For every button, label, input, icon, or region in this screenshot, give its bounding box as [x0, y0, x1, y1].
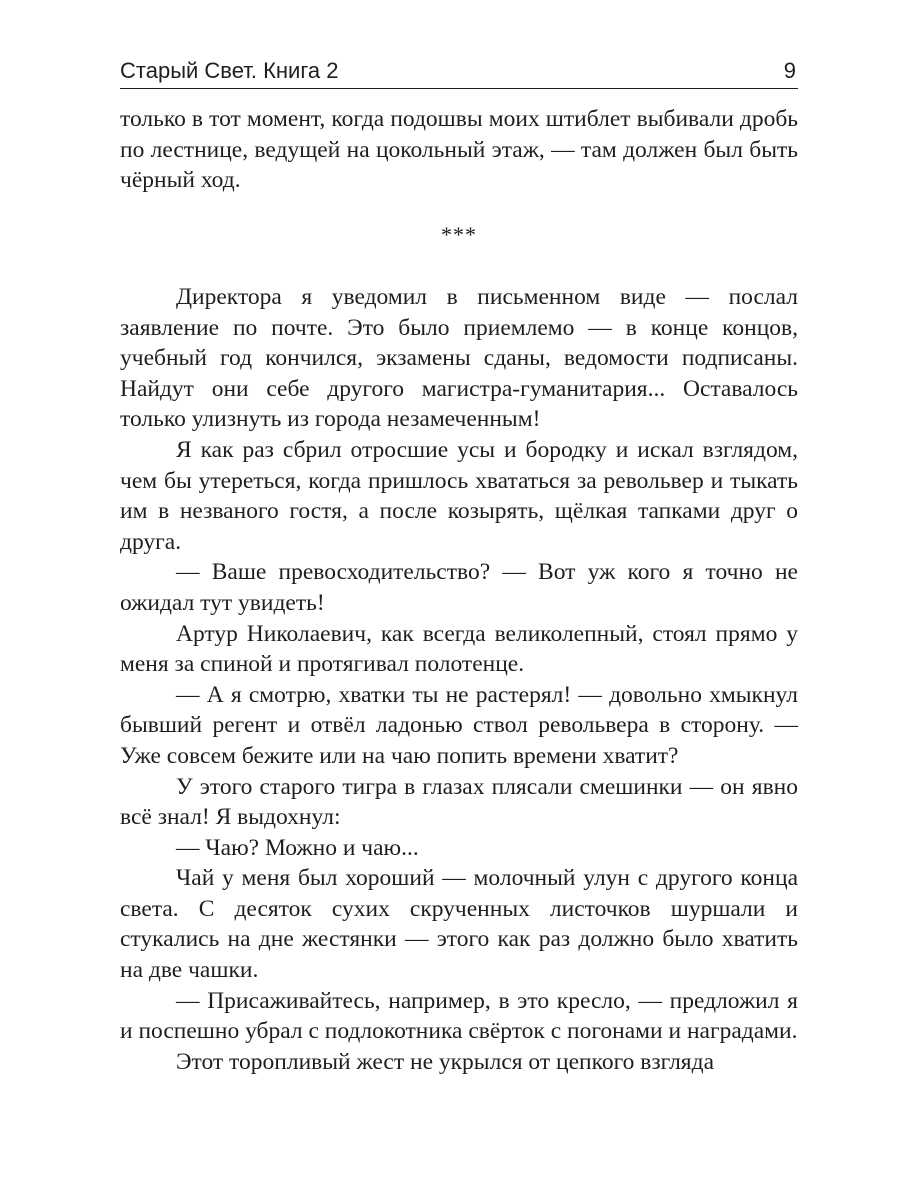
page-number: 9 [783, 58, 796, 83]
paragraph-continuation: только в тот момент, когда подошвы моих штиблет выбивали дробь по лестнице, ведущей на цокольный этаж, — там должен был быть чёрный ход. [120, 106, 798, 194]
paragraph: У этого старого тигра в глазах плясали смешинки — он явно всё знал! Я выдохнул: [120, 773, 798, 831]
body-text [120, 282, 798, 1077]
paragraph: — Ваше превосходительство? — Вот уж кого я точно не ожидал тут увидеть! [120, 559, 798, 616]
paragraph: Директора я уведомил в письменном виде — послал заявление по почте. Это было приемлемо — в конце концов, учебный год кончился, экзамены сданы, ведомости подписаны. Найдут они себе другого магистра-гуманитария... Оставалось только улизнуть из города незамеченным! [120, 284, 798, 433]
paragraph: Чай у меня был хороший — молочный улун с другого конца света. С десяток сухих скрученных листочков шуршали и стукались на дне жестянки — этого как раз должно было хватить на две чашки. [120, 865, 798, 984]
running-head [120, 56, 798, 90]
paragraph: Этот торопливый жест не укрылся от цепкого взгляда [176, 1048, 714, 1075]
header-rule [120, 88, 798, 89]
continuation-text [120, 104, 798, 196]
paragraph: — Присаживайтесь, например, в это кресло, — предложил я и поспешно убрал с подлокотника свёрток с погонами и наградами. [120, 987, 798, 1045]
paragraph: Я как раз сбрил отросшие усы и бородку и искал взглядом, чем бы утереться, когда пришлось хвататься за револьвер и тыкать им в незваного гостя, а после козырять, щёлкая тапками друг о друга. [120, 436, 798, 555]
paragraph: — Чаю? Можно и чаю... [176, 834, 419, 861]
running-title: Старый Свет. Книга 2 [120, 58, 339, 83]
paragraph: — А я смотрю, хватки ты не растерял! — довольно хмыкнул бывший регент и отвёл ладонью ствол револьвера в сторону. — Уже совсем бежите или на чаю попить времени хватит? [120, 681, 798, 769]
section-separator: *** [441, 222, 477, 247]
paragraph: Артур Николаевич, как всегда великолепный, стоял прямо у меня за спиной и протягивал полотенце. [120, 620, 798, 678]
